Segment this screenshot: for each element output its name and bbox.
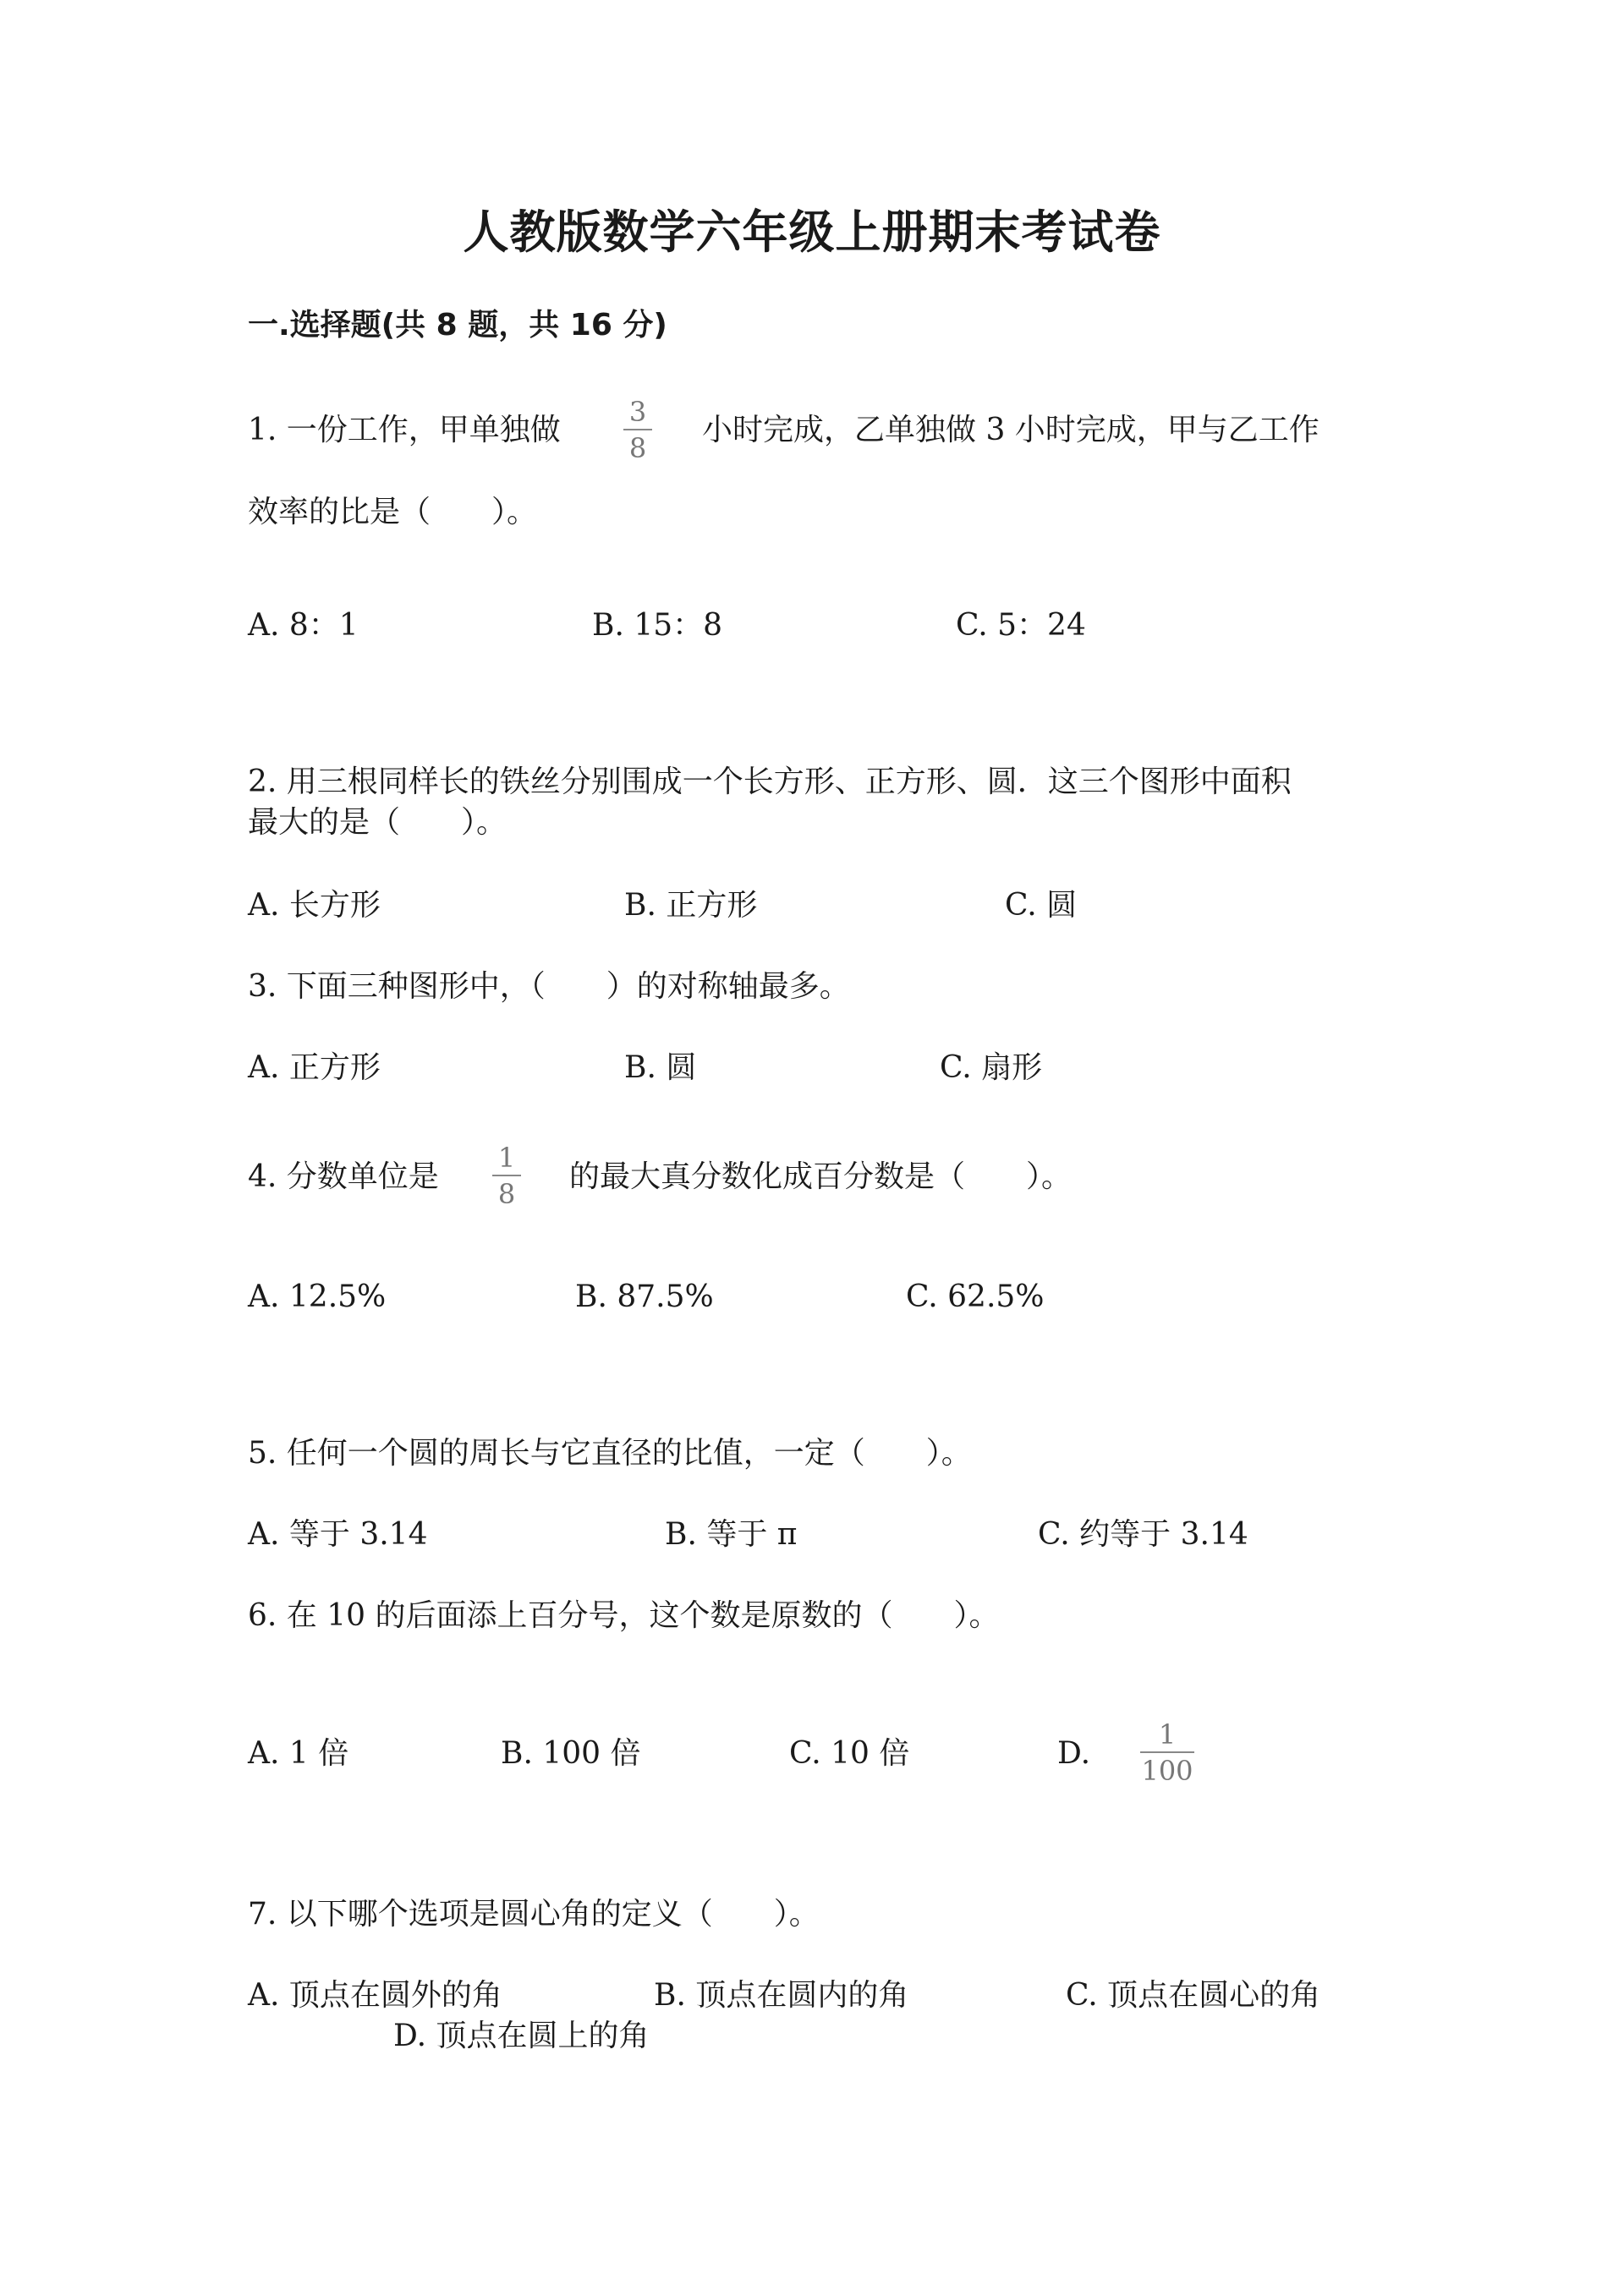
- question-2-option-b[interactable]: B. 正方形: [624, 888, 758, 923]
- question-7-option-d[interactable]: D. 顶点在圆上的角: [393, 2019, 650, 2053]
- question-1-text-end: 小时完成，乙单独做 3 小时完成，甲与乙工作: [702, 413, 1320, 447]
- question-5-option-a[interactable]: A. 等于 3.14: [248, 1517, 428, 1552]
- question-6-option-b[interactable]: B. 100 倍: [501, 1736, 641, 1771]
- fraction-bar: [492, 1175, 521, 1176]
- question-2-option-c[interactable]: C. 圆: [1005, 888, 1078, 923]
- question-6-option-a[interactable]: A. 1 倍: [248, 1736, 349, 1771]
- fraction-denominator: 8: [497, 1178, 516, 1210]
- question-1-option-a[interactable]: A. 8：1: [248, 608, 359, 643]
- fraction-numerator: 1: [497, 1142, 516, 1174]
- question-7-option-b[interactable]: B. 顶点在圆内的角: [654, 1978, 909, 2013]
- question-4-text-start: 4. 分数单位是: [248, 1159, 439, 1194]
- question-7-option-a[interactable]: A. 顶点在圆外的角: [248, 1978, 502, 2013]
- question-6-text: 6. 在 10 的后面添上百分号，这个数是原数的（ ）。: [248, 1598, 1000, 1633]
- page-title: 人教版数学六年级上册期末考试卷: [463, 205, 1161, 259]
- fraction-denominator: 100: [1141, 1755, 1193, 1787]
- question-4-option-b[interactable]: B. 87.5%: [575, 1280, 714, 1314]
- fraction-bar: [1140, 1751, 1194, 1753]
- question-7-option-c[interactable]: C. 顶点在圆心的角: [1066, 1978, 1321, 2013]
- question-6-option-c[interactable]: C. 10 倍: [789, 1736, 910, 1771]
- fraction-denominator: 8: [628, 432, 647, 464]
- fraction-numerator: 1: [1158, 1718, 1177, 1751]
- question-2-text-line1: 2. 用三根同样长的铁丝分别围成一个长方形、正方形、圆．这三个图形中面积: [248, 764, 1292, 799]
- question-1-text-line2: 效率的比是（ ）。: [248, 495, 538, 529]
- question-5-option-c[interactable]: C. 约等于 3.14: [1038, 1517, 1248, 1552]
- question-1-text-start: 1. 一份工作，甲单独做: [248, 413, 561, 447]
- question-4-text-end: 的最大真分数化成百分数是（ ）。: [569, 1159, 1073, 1194]
- question-5-text: 5. 任何一个圆的周长与它直径的比值，一定（ ）。: [248, 1436, 972, 1471]
- section-heading: 一.选择题(共 8 题，共 16 分): [248, 308, 667, 342]
- question-3-option-c[interactable]: C. 扇形: [940, 1050, 1043, 1085]
- question-3-option-b[interactable]: B. 圆: [624, 1050, 697, 1085]
- question-2-option-a[interactable]: A. 长方形: [248, 888, 381, 923]
- fraction-numerator: 3: [628, 396, 647, 428]
- question-1-option-b[interactable]: B. 15：8: [592, 608, 723, 643]
- question-4-option-c[interactable]: C. 62.5%: [906, 1280, 1045, 1314]
- question-3-option-a[interactable]: A. 正方形: [248, 1050, 381, 1085]
- question-3-text: 3. 下面三种图形中，（ ）的对称轴最多。: [248, 969, 850, 1004]
- question-7-text: 7. 以下哪个选项是圆心角的定义（ ）。: [248, 1897, 820, 1932]
- question-1-fraction: [623, 397, 652, 463]
- question-4-option-a[interactable]: A. 12.5%: [248, 1280, 387, 1314]
- fraction-bar: [623, 429, 652, 430]
- question-6-option-d-fraction: [1140, 1720, 1194, 1785]
- question-5-option-b[interactable]: B. 等于 π: [665, 1517, 798, 1552]
- question-1-option-c[interactable]: C. 5：24: [956, 608, 1086, 643]
- question-2-text-line2: 最大的是（ ）。: [248, 805, 508, 840]
- question-4-fraction: [492, 1143, 521, 1208]
- question-6-option-d[interactable]: D.: [1057, 1736, 1091, 1771]
